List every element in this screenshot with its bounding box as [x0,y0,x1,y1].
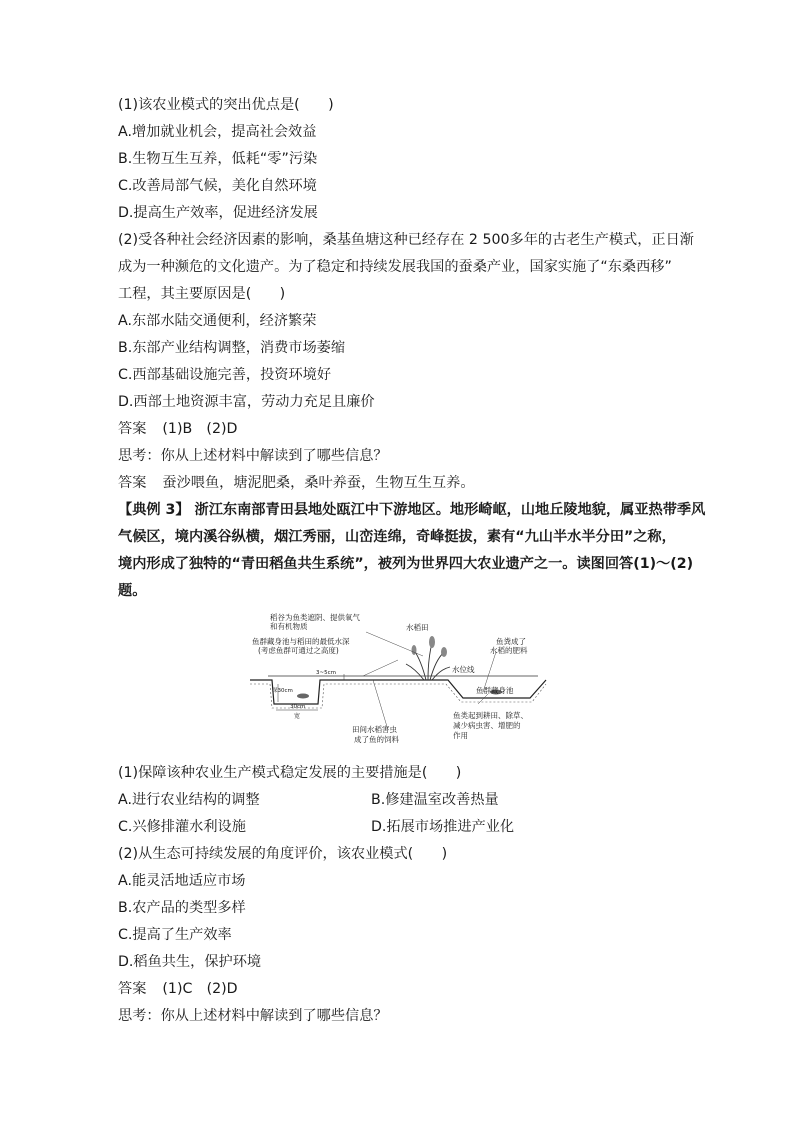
label-shade-1: 稻谷为鱼类遮阴、提供氧气 [270,613,360,622]
example3-line1: 【典例 3】 浙江东南部青田县地处瓯江中下游地区。地形崎岖，山地丘陵地貌，属亚热带季风 [118,502,706,518]
answer-text: 蚕沙喂鱼，塘泥肥桑，桑叶养蚕，生物互生互养。 [162,475,475,491]
q1-stem: (1)该农业模式的突出优点是( ) [118,97,334,113]
label-paddy: 水稻田 [406,623,429,632]
answer-1b [118,470,684,497]
q2-option-d: D.西部土地资源丰富，劳动力充足且廉价 [118,394,375,410]
q4-option-b: B.农产品的类型多样 [118,900,246,916]
label-fert-2: 水稻的肥料 [490,646,528,655]
label-width: 宽 [294,713,301,720]
label-depth-30: 深30cm [272,688,293,694]
q2-stem-line1: (2)受各种社会经济因素的影响，桑基鱼塘这种已经存在 2 500多年的古老生产模式，正日渐 [118,232,694,248]
label-3-5cm: 3~5cm [316,670,336,676]
q2-option-b: B.东部产业结构调整，消费市场萎缩 [118,340,346,356]
q2-option-c: C.西部基础设施完善，投资环境好 [118,367,332,383]
fish-icon [297,690,502,699]
think-2: 思考：你从上述材料中解读到了哪些信息？ [118,1008,388,1024]
label-pest-1: 田间水稻害虫 [352,725,397,734]
label-water-line: 水位线 [452,665,475,674]
label-pool: 鱼群藏身池 [476,686,514,695]
label-depth-2: (考虑鱼群可通过之高度) [258,646,339,655]
answer-label: 答案 [118,421,147,437]
q2-stem-line2: 成为一种濒危的文化遗产。为了稳定和持续发展我国的蚕桑产业，国家实施了“东桑西移” [118,259,672,275]
rice-plant-icon [406,636,450,680]
answer-text: (1)C (2)D [162,981,238,997]
answer-label: 答案 [118,981,147,997]
q3-option-c: C.兴修排灌水利设施 [118,819,246,835]
label-width-30: 30cm [290,704,306,710]
q4-option-a: A.能灵活地适应市场 [118,873,246,889]
example3-line4: 题。 [118,583,147,599]
q3-options-row2 [118,814,684,841]
label-fish-1: 鱼类起到耕田、除草、 [453,711,528,720]
q1-option-d: D.提高生产效率，促进经济发展 [118,205,318,221]
answer-text: (1)B (2)D [162,421,238,437]
q4-option-d: D.稻鱼共生，保护环境 [118,954,262,970]
answer-label: 答案 [118,475,147,491]
label-fish-2: 减少病虫害、增肥的 [453,721,521,730]
q3-option-b: B.修建温室改善热量 [371,792,499,808]
answer-2 [118,976,684,1003]
label-fert-1: 鱼粪成了 [496,637,526,646]
label-depth-1: 鱼群藏身池与稻田的最低水深 [252,637,350,646]
q4-option-c: C.提高了生产效率 [118,927,232,943]
q3-option-d: D.拓展市场推进产业化 [371,819,515,835]
think-1: 思考：你从上述材料中解读到了哪些信息？ [118,448,388,464]
q1-option-a: A.增加就业机会，提高社会效益 [118,124,317,140]
q1-option-c: C.改善局部气候，美化自然环境 [118,178,317,194]
q2-stem-line3: 工程，其主要原因是( ) [118,286,286,302]
q3-options-row1 [118,787,684,814]
q3-option-a: A.进行农业结构的调整 [118,792,260,808]
rice-fish-diagram [248,612,548,752]
q1-option-b: B.生物互生互养，低耗“零”污染 [118,151,318,167]
q4-stem: (2)从生态可持续发展的角度评价，该农业模式( ) [118,846,448,862]
q2-option-a: A.东部水陆交通便利，经济繁荣 [118,313,317,329]
example3-line3: 境内形成了独特的“青田稻鱼共生系统”，被列为世界四大农业遗产之一。读图回答(1)～(2) [118,556,694,572]
label-shade-2: 和有机物质 [270,622,308,631]
example3-line2: 气候区，境内溪谷纵横，烟江秀丽，山峦连绵，奇峰挺拔，素有“九山半水半分田”之称， [118,529,676,545]
label-pest-2: 成了鱼的饲料 [354,735,399,744]
page-content [118,92,706,1030]
label-fish-3: 作用 [453,731,468,740]
q3-stem: (1)保障该种农业生产模式稳定发展的主要措施是( ) [118,765,462,781]
answer-1 [118,416,684,443]
